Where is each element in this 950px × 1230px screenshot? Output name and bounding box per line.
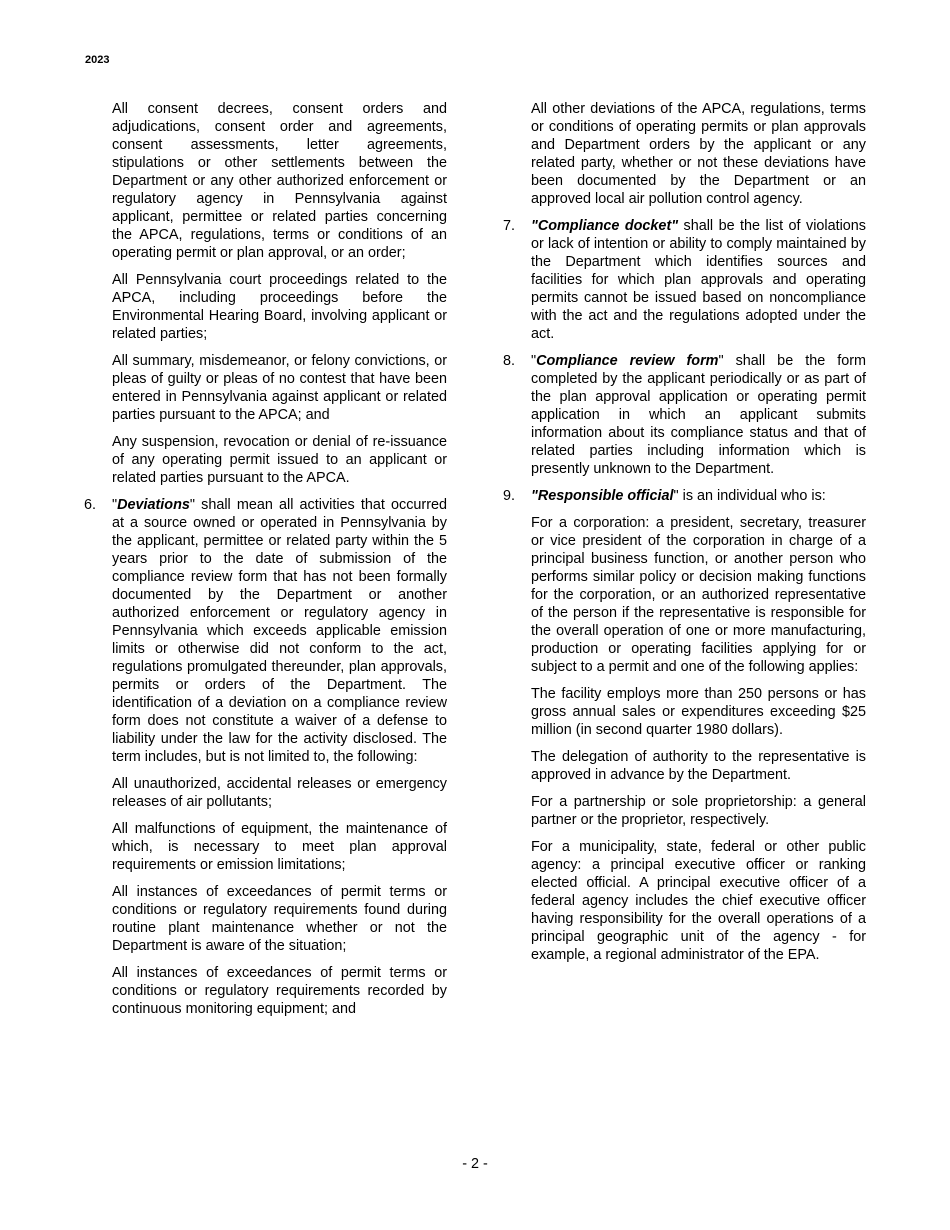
definition-responsible-official bbox=[503, 487, 866, 505]
public-agency-paragraph: For a municipality, state, federal or other public agency: a principal executive officer or ranking elected official. A principal executive officer of a federal agency includes the chief executive officer having responsibility for the overall operations of a principal geographic unit of the agency - for example, a regional administrator of the EPA. bbox=[531, 839, 866, 963]
deviation-maintenance-paragraph: All instances of exceedances of permit terms or conditions or regulatory requirements found during routine plant maintenance whether or not the Department is aware of the situation; bbox=[112, 884, 447, 954]
facility-size-paragraph: The facility employs more than 250 persons or has gross annual sales or expenditures exceeding $25 million (in second quarter 1980 dollars). bbox=[531, 686, 866, 738]
close-quote: " bbox=[189, 497, 195, 513]
corporation-paragraph: For a corporation: a president, secretary, treasurer or vice president of the corporation in charge of a principal business function, or another person who performs similar policy or decision making functions for the corporation, or an authorized representative of the person if the representative is responsible for the overall operation of one or more manufacturing, production or operating facilities applying for or subject to a permit and one of the following applies: bbox=[531, 515, 866, 675]
permit-suspension-paragraph: Any suspension, revocation or denial of re-issuance of any operating permit issued to an applicant or related parties pursuant to the APCA. bbox=[112, 434, 447, 486]
definition-text: is an individual who is: bbox=[678, 488, 826, 504]
close-quote: " bbox=[718, 353, 724, 369]
open-quote: " bbox=[112, 497, 118, 513]
left-column bbox=[84, 100, 447, 1027]
item-number: 9. bbox=[503, 488, 516, 504]
deviation-releases-paragraph: All unauthorized, accidental releases or emergency releases of air pollutants; bbox=[112, 776, 447, 810]
definition-text: shall be the list of violations or lack of intention or ability to comply maintained by the Department which identifies sources and facilities for which plan approvals and operating permits cannot be issued based on noncompliance with the act and the regulations adopted under the act. bbox=[531, 218, 867, 342]
term-responsible-official: "Responsible official bbox=[531, 488, 674, 504]
deviation-malfunctions-paragraph: All malfunctions of equipment, the maintenance of which, is necessary to meet plan approval requirements or emission limitations; bbox=[112, 821, 447, 873]
term-compliance-docket: "Compliance docket" bbox=[531, 218, 679, 234]
delegation-paragraph: The delegation of authority to the representative is approved in advance by the Department. bbox=[531, 749, 866, 783]
open-quote: " bbox=[531, 353, 537, 369]
partnership-paragraph: For a partnership or sole proprietorship: a general partner or the proprietor, respectively. bbox=[531, 794, 866, 828]
definition-text: shall mean all activities that occurred at a source owned or operated in Pennsylvania by the applicant, permittee or related party within the 5 years prior to the date of submission of the compliance review form that has not been formally documented by the Department or another authorized enforcement or regulatory agency in Pennsylvania which exceeds applicable emission limits or otherwise did not conform to the act, regulations promulgated thereunder, plan approvals, permits or orders of the Department. The identification of a deviation on a compliance review form does not constitute a waiver of a defense to liability under the law for the activity disclosed. The term includes, but is not limited to, the following: bbox=[112, 497, 447, 765]
consent-decrees-paragraph: All consent decrees, consent orders and adjudications, consent order and agreements, consent assessments, letter agreements, stipulations or other settlements between the Department or any other authorized enforcement or regulatory agency in Pennsylvania against applicant, permittee or related parties concerning the APCA, regulations, terms or conditions of an operating permit or plan approval, or an order; bbox=[112, 101, 447, 261]
term-deviations: Deviations bbox=[117, 497, 190, 513]
term-compliance-review-form: Compliance review form bbox=[536, 353, 719, 369]
definition-deviations bbox=[84, 496, 447, 766]
item-number: 6. bbox=[84, 497, 97, 513]
right-column bbox=[503, 100, 866, 973]
convictions-paragraph: All summary, misdemeanor, or felony convictions, or pleas of guilty or pleas of no contest that have been entered in Pennsylvania against applicant or related parties pursuant to the APCA; and bbox=[112, 353, 447, 423]
definition-compliance-docket bbox=[503, 217, 866, 343]
definition-compliance-review-form bbox=[503, 352, 866, 478]
item-number: 8. bbox=[503, 353, 516, 369]
item-number: 7. bbox=[503, 218, 516, 234]
page-number: - 2 - bbox=[462, 1156, 488, 1172]
close-quote: " bbox=[673, 488, 679, 504]
deviation-monitoring-paragraph: All instances of exceedances of permit terms or conditions or regulatory requirements recorded by continuous monitoring equipment; and bbox=[112, 965, 447, 1017]
other-deviations-paragraph: All other deviations of the APCA, regulations, terms or conditions of operating permits or plan approvals and Department orders by the applicant or any related party, whether or not these deviations have been documented by the Department or an approved local air pollution control agency. bbox=[531, 101, 866, 207]
court-proceedings-paragraph: All Pennsylvania court proceedings related to the APCA, including proceedings before the Environmental Hearing Board, involving applicant or related parties; bbox=[112, 272, 447, 342]
document-year: 2023 bbox=[85, 54, 110, 66]
definition-text: shall be the form completed by the applicant periodically or as part of the plan approval application or operating permit application in which an applicant submits information about its compliance status and that of related parties including information which is presently unknown to the Department. bbox=[531, 353, 866, 477]
